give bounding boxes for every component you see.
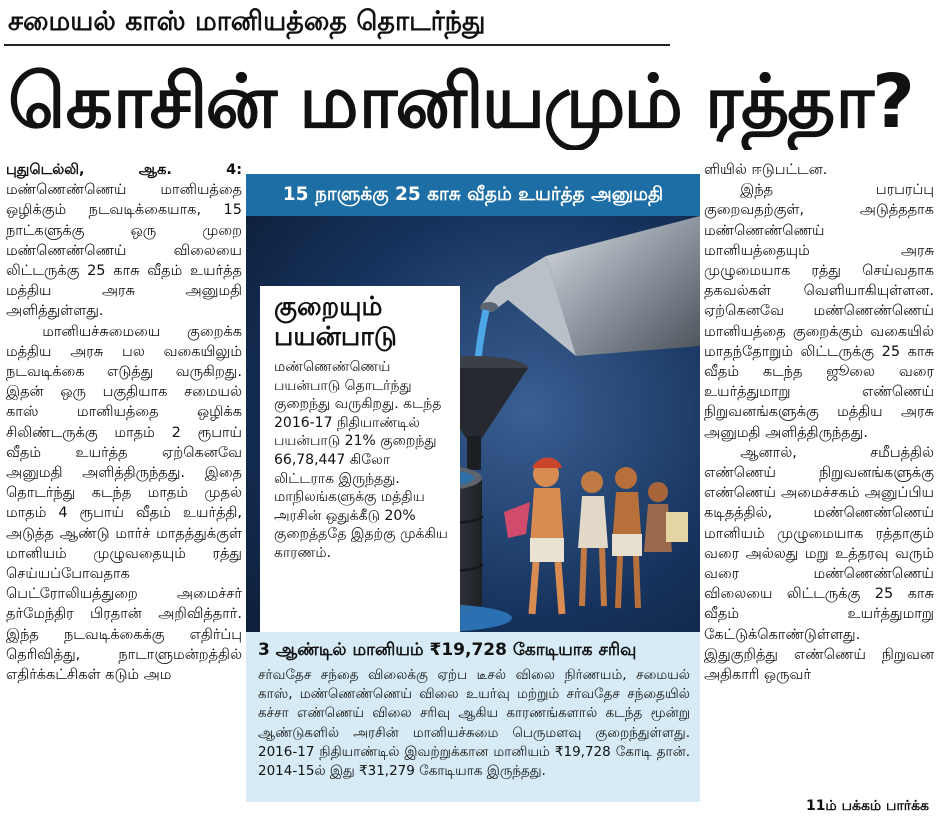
- right-paragraph-1: ளியில் ஈடுபட்டன.: [704, 162, 828, 178]
- usage-info-title: குறையும் பயன்பாடு: [274, 292, 397, 352]
- left-paragraph-1-text: மண்ணெண்ணெய் மானியத்தை ஒழிக்கும் நடவடிக்கையாக, 15 நாட்களுக்கு ஒரு முறை மண்ணெண்ணெய் விலையை லிட்டருக்கு 25 காசு வீதம் உயர்த்த மத்திய அரசு அனுமதி அளித்துள்ளது.: [6, 182, 242, 320]
- main-headline: கொசின் மானியமும் ரத்தா?: [8, 59, 913, 145]
- kerosene-illustration: [246, 216, 700, 648]
- left-paragraph-1: [6, 160, 242, 322]
- feature-banner: 15 நாளுக்கு 25 காசு வீதம் உயர்த்த அனுமதி: [246, 174, 700, 216]
- left-column: [6, 160, 242, 816]
- subsidy-box-text: சர்வதேச சந்தை விலைக்கு ஏற்ப டீசல் விலை நிர்ணயம், சமையல் காஸ், மண்ணெண்ணெய் விலை உயர்வு மற்றும் சர்வதேச சந்தையில் கச்சா எண்ணெய் விலை சரிவு ஆகிய காரணங்களால் கடந்த மூன்று ஆண்டுகளில் அரசின் மானியச்சுமை பெருமளவு குறைந்துள்ளது. 2016-17 நிதியாண்டில் இவற்றுக்கான மானியம் ₹19,728 கோடி தான். 2014-15ல் இது ₹31,279 கோடியாக இருந்தது.: [258, 667, 690, 780]
- usage-info-text: மண்ணெண்ணெய் பயன்பாடு தொடர்ந்து குறைந்து வருகிறது. கடந்த 2016-17 நிதியாண்டில் பயன்பாடு 21% குறைந்து 66,78,447 கிலோ லிட்டராக இருந்தது. மாநிலங்களுக்கு மத்திய அரசின் ஒதுக்கீடு 20% குறைத்ததே இதற்கு முக்கிய காரணம்.: [274, 359, 448, 561]
- kicker-headline: சமையல் காஸ் மானியத்தை தொடர்ந்து: [8, 6, 486, 37]
- left-paragraph-2: மானியச்சுமையை குறைக்க மத்திய அரசு பல வகையிலும் நடவடிக்கை எடுத்து வருகிறது. இதன் ஒரு பகுதியாக சமையல் காஸ் மானியத்தை ஒழிக்க சிலிண்டருக்கு மாதம் 2 ரூபாய் வீதம் உயர்த்த ஏற்கெனவே அனுமதி அளித்திருந்தது. இதை தொடர்ந்து கடந்த மாதம் முதல் மாதம் 4 ரூபாய் வீதம் உயர்த்தி, அடுத்த ஆண்டு மார்ச் மாதத்துக்குள் மானியம் முழுவதையும் ரத்து செய்யப்போவதாக பெட்ரோலியத்துறை அமைச்சர் தர்மேந்திர பிரதான் அறிவித்தார். இந்த நடவடிக்கைக்கு எதிர்ப்பு தெரிவித்து, நாடாளுமன்றத்தில் எதிர்க்கட்சிகள் கடும் அம: [6, 323, 242, 684]
- right-paragraph-3: ஆனால், சமீபத்தில் எண்ணெய் நிறுவனங்களுக்கு எண்ணெய் அமைச்சகம் அனுப்பிய கடிதத்தில், மண்ணெண்ணெய் மானியம் முழுமையாக ரத்தாகும் வரை அல்லது மறு உத்தரவு வரும் வரை மண்ணெண்ணெய் விலையை லிட்டருக்கு 25 காசு வீதம் உயர்த்துமாறு கேட்டுக்கொண்டுள்ளது. இதுகுறித்து எண்ணெய் நிறுவன அதிகாரி ஒருவர்: [704, 444, 934, 684]
- right-column: [704, 160, 934, 788]
- continued-on-page-link[interactable]: 11ம் பக்கம் பார்க்க: [805, 798, 929, 814]
- right-paragraph-2: இந்த பரபரப்பு குறைவதற்குள், அடுத்ததாக மண்ணெண்ணெய் மானியத்தையும் அரசு முழுமையாக ரத்து செய்வதாக தகவல்கள் வெளியாகியுள்ளன. ஏற்கெனவே மண்ணெண்ணெய் மானியத்தை குறைக்கும் வகையில் மாதந்தோறும் லிட்டருக்கு 25 காசு வீதம் கடந்த ஜூலை வரை உயர்த்துமாறு எண்ணெய் நிறுவனங்களுக்கு மத்திய அரசு அனுமதி அளித்திருந்தது.: [704, 182, 934, 441]
- kicker-divider: [4, 44, 670, 46]
- usage-info-box: [260, 286, 460, 648]
- dateline: புதுடெல்லி, ஆக. 4:: [6, 162, 242, 178]
- subsidy-box: [246, 632, 700, 802]
- subsidy-box-title: 3 ஆண்டில் மானியம் ₹19,728 கோடியாக சரிவு: [258, 640, 637, 660]
- center-feature: [246, 160, 700, 820]
